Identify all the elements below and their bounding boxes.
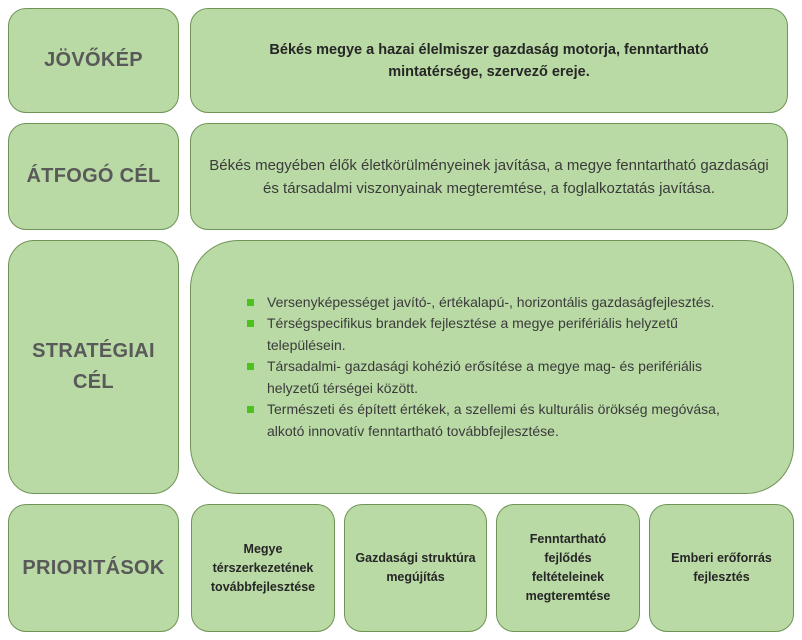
overall-goal-label: ÁTFOGÓ CÉL: [26, 165, 161, 187]
overall-goal-label-box: [8, 123, 179, 230]
strategic-goal-item: [247, 399, 753, 442]
priority-box: [496, 504, 640, 632]
strategic-goal-item-text: Társadalmi- gazdasági kohézió erősítése a megye mag- és perifériális helyzetű térségei között.: [267, 358, 702, 396]
overall-goal-text-box: [190, 123, 788, 230]
priority-text: Gazdasági struktúra megújítás: [355, 551, 476, 584]
strategic-goal-item: [247, 292, 753, 314]
priority-box: [191, 504, 335, 632]
strategic-goal-box: [190, 240, 794, 494]
priority-text: Fenntartható fejlődés feltételeinek megteremtése: [525, 532, 611, 603]
green-square-bullet-icon: [247, 406, 254, 413]
green-square-bullet-icon: [247, 320, 254, 327]
strategic-goal-item-text: Természeti és épített értékek, a szellemi és kulturális örökség megóvása, alkotó innovatív fenntartható továbbfejlesztése.: [267, 401, 720, 439]
priorities-label-box: [8, 504, 179, 632]
strategic-goal-item: [247, 313, 753, 356]
strategic-goal-label-line1: STRATÉGIAI: [32, 340, 155, 362]
strategic-goal-label: [26, 336, 161, 398]
priority-box: [344, 504, 487, 632]
strategic-goal-item-text: Térségspecifikus brandek fejlesztése a megye perifériális helyzetű településein.: [267, 315, 678, 353]
priority-box: [649, 504, 794, 632]
priority-text: Megye térszerkezetének továbbfejlesztése: [210, 541, 316, 594]
strategic-goal-label-box: [8, 240, 179, 494]
green-square-bullet-icon: [247, 363, 254, 370]
vision-label-box: [8, 8, 179, 113]
priority-text: Emberi erőforrás fejlesztés: [671, 551, 772, 584]
strategic-goal-item-text: Versenyképességet javító-, értékalapú-, horizontális gazdaságfejlesztés.: [267, 293, 715, 310]
strategic-goal-label-line2: CÉL: [73, 371, 114, 393]
green-square-bullet-icon: [247, 299, 254, 306]
vision-text-box: [190, 8, 788, 113]
vision-text: Békés megye a hazai élelmiszer gazdaság motorja, fenntartható mintatérsége, szervező ereje.: [269, 41, 709, 80]
strategic-goal-item: [247, 356, 753, 399]
vision-label: JÖVŐKÉP: [44, 49, 143, 71]
priorities-label: PRIORITÁSOK: [22, 556, 165, 579]
overall-goal-text: Békés megyében élők életkörülményeinek javítása, a megye fenntartható gazdasági és társadalmi viszonyainak megteremtése, a foglalkoztatás javítása.: [209, 156, 769, 197]
strategic-goal-list: [191, 292, 793, 443]
